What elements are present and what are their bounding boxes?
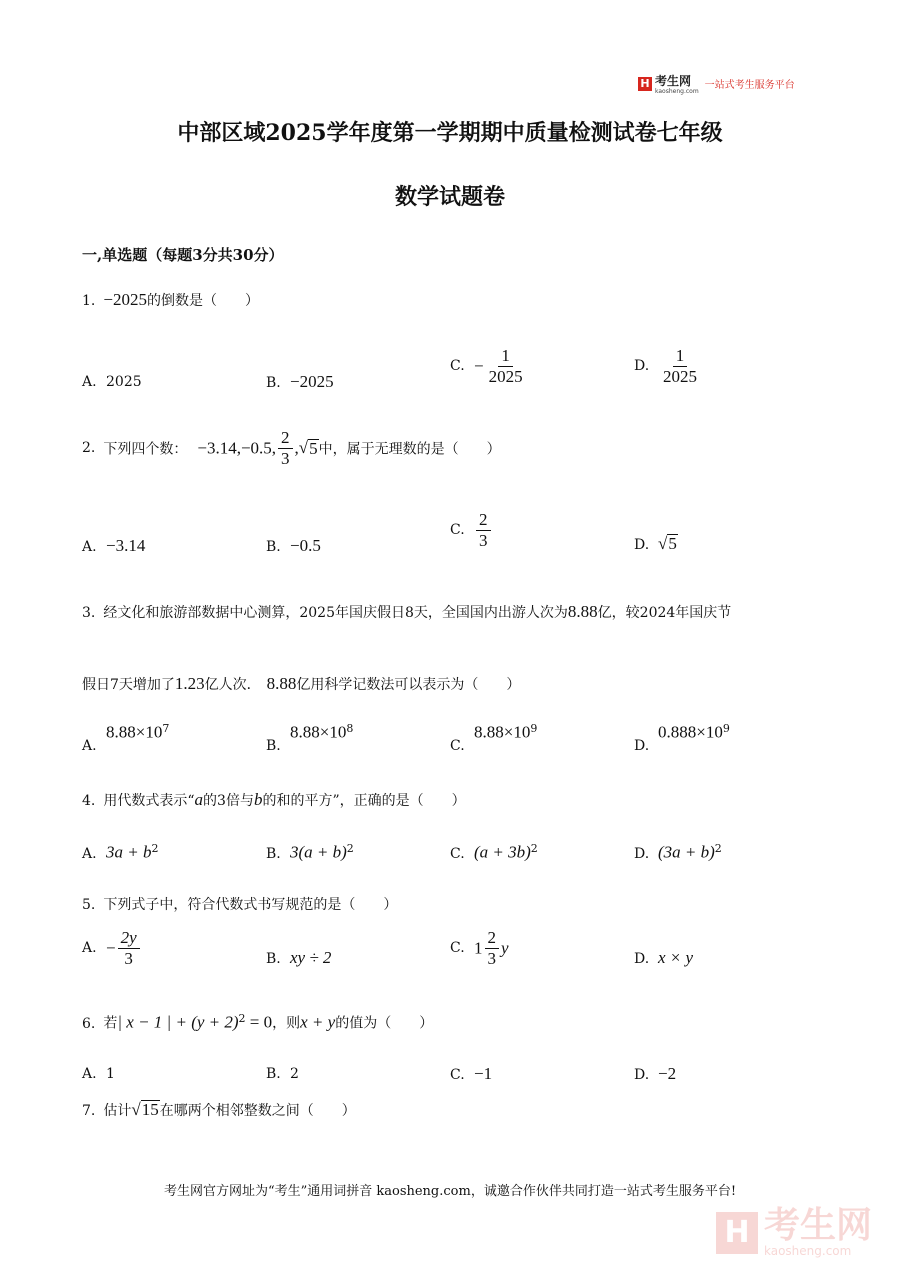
watermark-domain: kaosheng.com (764, 1244, 852, 1258)
question-math: x + y (300, 1012, 336, 1032)
option-a[interactable]: $A.8.88\times 10^7$ (82, 722, 170, 754)
option-value: 0.888×10 (658, 722, 723, 742)
exponent: 9 (722, 722, 730, 735)
question-math: 1.23 (174, 674, 205, 693)
option-value: 3(a + b) (290, 842, 347, 862)
fraction-denominator: 3 (281, 448, 290, 468)
question-text: 中，属于无理数的是（ ） (318, 441, 501, 458)
option-value: 8.88×10 (474, 722, 531, 742)
question-text: 下列式子中，符合代数式书写规范的是（ ） (103, 897, 398, 913)
variable-b: b (253, 790, 263, 809)
question-5 (82, 894, 397, 914)
question-text: 亿人次． (204, 677, 261, 693)
option-c[interactable]: C. −1 (450, 1064, 493, 1083)
exponent: 2 (530, 842, 538, 855)
question-3-line-2 (82, 674, 520, 694)
question-math: −3.14,−0.5, (197, 438, 277, 458)
exponent: 2 (238, 1012, 246, 1025)
sqrt-expression: √ 15 (131, 1100, 159, 1120)
option-b[interactable]: B. 2 (266, 1066, 299, 1082)
option-value: 3a + b (106, 842, 152, 862)
option-b[interactable]: B. xy ÷ 2 (266, 948, 332, 967)
fraction-numerator: 2 (278, 428, 293, 449)
question-text: 亿用科学记数法可以表示为（ ） (296, 677, 521, 693)
question-text: 的值为（ ） (335, 1015, 434, 1032)
section-heading: 一,单选题（每题3分共30分） (82, 246, 284, 264)
question-1 (82, 290, 259, 310)
fraction-numerator: 1 (673, 346, 688, 367)
option-d[interactable]: D. −2 (634, 1064, 677, 1083)
question-math: 8.88 (266, 674, 297, 693)
page-title: 中部区域2025学年度第一学期期中质量检测试卷七年级 (177, 120, 723, 146)
question-text: ，则 (272, 1015, 301, 1032)
option-b[interactable]: B. −2025 (266, 372, 334, 391)
question-math: 8.88 (567, 602, 598, 621)
option-value: −1 (474, 1064, 493, 1083)
option-a[interactable]: A. 1 (82, 1066, 115, 1082)
question-number: 6. (82, 1015, 96, 1032)
brand-logo-icon: H (638, 77, 652, 91)
question-number: 4. (82, 793, 96, 809)
option-b[interactable]: B. −0.5 (266, 536, 321, 555)
question-2 (82, 428, 501, 469)
fraction-numerator: 2 (485, 928, 500, 949)
option-c[interactable]: $C.8.88\times 10^9$ (450, 722, 538, 754)
question-number: 7. (82, 1103, 96, 1119)
question-number: 3. (82, 605, 96, 621)
brand-name: 考生网 (655, 74, 692, 88)
option-c[interactable]: C. − $\frac{1}{2025}$ (450, 346, 528, 387)
option-a[interactable]: A. 2025 (82, 374, 142, 390)
option-value: −2025 (290, 372, 334, 391)
fraction-denominator: 3 (487, 948, 496, 968)
option-value: x × y (658, 948, 694, 967)
question-text: 亿，较2024年国庆节 (597, 605, 732, 621)
option-value: −3.14 (106, 536, 146, 555)
question-text: 经文化和旅游部数据中心测算，2025年国庆假日8天，全国国内出游人次为 (103, 605, 568, 621)
question-text: 若 (103, 1015, 118, 1032)
question-text: 的和的平方”，正确的是（ ） (262, 793, 466, 809)
option-b[interactable]: B. $3(a + b)^2$ (266, 842, 354, 862)
option-d[interactable]: D. $\frac{1}{2025}$ (634, 346, 702, 387)
exponent: 2 (714, 842, 722, 855)
question-text: 下列四个数： (103, 441, 188, 458)
question-number: 1. (82, 293, 96, 309)
sqrt-expression: √ 5 (298, 438, 318, 458)
question-text: 估计 (103, 1103, 132, 1119)
question-4 (82, 790, 466, 810)
watermark-logo-icon: H (716, 1212, 758, 1254)
option-value: xy ÷ 2 (290, 948, 332, 967)
fraction-denominator: 3 (124, 948, 133, 968)
watermark-logo (716, 1205, 873, 1258)
question-text: 的倒数是（ ） (146, 293, 259, 309)
fraction-numerator: 2 (476, 510, 491, 531)
brand-logo (638, 72, 795, 95)
question-text: 假日7天增加了 (82, 677, 175, 693)
question-text: 的3倍与 (203, 793, 254, 809)
option-a[interactable]: A. − $\frac{2y}{3}$ (82, 928, 142, 969)
separator: , (294, 438, 299, 458)
question-number: 2. (82, 440, 96, 457)
page-subtitle: 数学试题卷 (394, 184, 505, 210)
variable-a: a (194, 790, 204, 809)
option-value: −0.5 (290, 536, 321, 555)
question-text: 在哪两个相邻整数之间（ ） (159, 1103, 356, 1119)
question-7 (82, 1100, 356, 1120)
footer-text: 考生网官方网址为“考生”通用词拼音 kaosheng.com，诚邀合作伙伴共同打造一站式考生服务平台! (163, 1184, 737, 1199)
option-d[interactable]: D. √ 5 (634, 534, 677, 554)
option-value: (3a + b) (658, 842, 715, 862)
option-value: 2025 (106, 374, 142, 390)
option-a[interactable]: A. $3a + b^2$ (82, 842, 159, 862)
fraction-denominator: 3 (479, 530, 488, 550)
question-number: 5. (82, 897, 96, 913)
exponent: 2 (151, 842, 159, 855)
option-value: 8.88×10 (290, 722, 347, 742)
option-value: 2 (290, 1066, 299, 1082)
option-c[interactable]: C. $(a + 3b)^2$ (450, 842, 538, 862)
fraction-numerator: 1 (498, 346, 513, 367)
option-value: (a + 3b) (474, 842, 531, 862)
exponent: 9 (530, 722, 538, 735)
fraction-numerator: 2y (118, 928, 140, 949)
option-a[interactable]: A. −3.14 (82, 536, 146, 555)
watermark-name: 考生网 (764, 1205, 873, 1246)
option-b[interactable]: $B.8.88\times 10^8$ (266, 722, 354, 754)
question-3-line-1 (82, 602, 731, 622)
question-math: −2025 (103, 290, 147, 309)
option-d[interactable]: D. $(3a + b)^2$ (634, 842, 722, 862)
exponent: 7 (162, 722, 170, 735)
option-d[interactable]: $D.0.888\times 10^9$ (634, 722, 730, 754)
fraction-denominator: 2025 (663, 366, 697, 386)
exponent: 2 (346, 842, 354, 855)
question-6 (82, 1012, 433, 1033)
option-c[interactable]: C. $\frac{2}{3}$ (450, 510, 493, 551)
exponent: 8 (346, 722, 354, 735)
option-d[interactable]: D. x × y (634, 948, 694, 967)
option-value: 8.88×10 (106, 722, 163, 742)
question-math: = 0 (245, 1012, 273, 1032)
question-math: | x − 1 | + (y + 2) (117, 1012, 239, 1032)
brand-domain: kaosheng.com (655, 88, 699, 95)
option-value: 1 (106, 1066, 115, 1082)
question-text: 用代数式表示“ (103, 793, 195, 809)
fraction-denominator: 2025 (488, 366, 523, 386)
option-value: −2 (658, 1064, 677, 1083)
option-c[interactable]: C. 1 $\frac{2}{3}$ y (450, 928, 509, 968)
brand-slogan: 一站式考生服务平台 (704, 80, 795, 91)
sqrt-expression: √ 5 (658, 534, 677, 554)
